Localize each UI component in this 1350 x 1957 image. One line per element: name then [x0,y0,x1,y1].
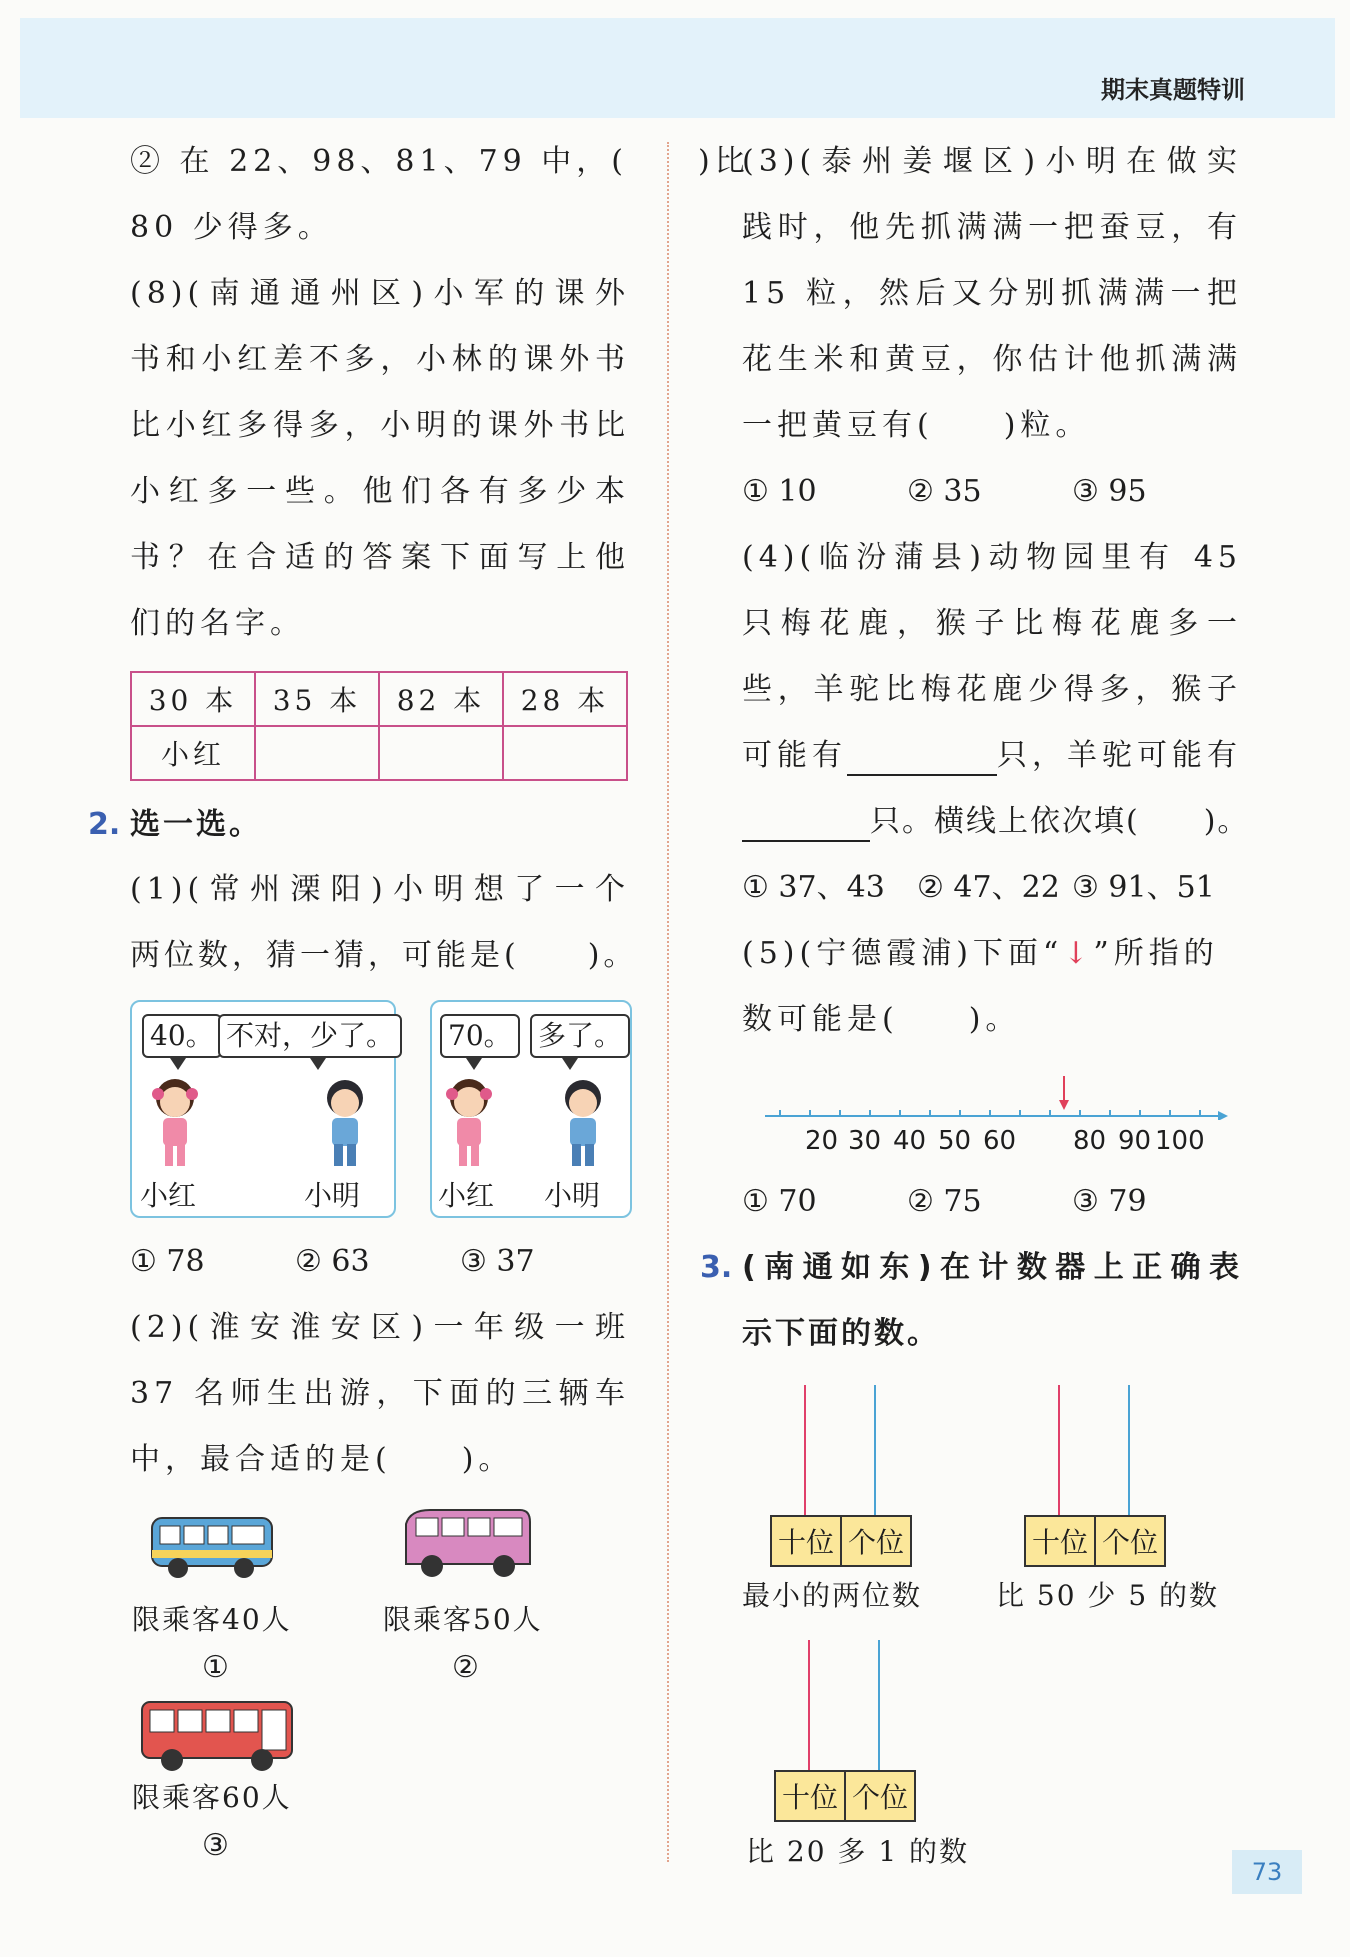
boy-icon [554,1072,612,1172]
q8-line-3: 比小红多得多，小明的课外书比 [130,408,630,443]
number-line-label: 50 [938,1126,972,1156]
ones-label: 个位 [844,1772,914,1820]
table-cell[interactable] [379,726,503,780]
table-row [131,726,627,780]
bubble-tail [466,1058,482,1070]
abacus-rod-tens[interactable] [808,1640,810,1770]
q4-line-1: (4)(临汾蒲县)动物园里有 45 [742,540,1242,575]
number-line-label: 80 [1073,1126,1107,1156]
option[interactable]: ② 75 [907,1184,982,1219]
number-line [760,1070,1230,1120]
option[interactable]: ① 70 [742,1184,817,1219]
q5-options [742,1182,1242,1222]
option[interactable]: ① 37、43 [742,870,885,905]
bus-icon [148,1512,278,1582]
column-divider [667,142,669,1862]
q5-line-2: 数可能是( )。 [742,1002,1021,1037]
bus-number[interactable]: ③ [202,1828,229,1863]
speech-bubble: 不对，少了。 [218,1014,402,1058]
guess-panel-2 [430,1000,632,1218]
abacus-rod-ones[interactable] [874,1385,876,1515]
section-2-title: 选一选。 [130,807,262,842]
pointer-arrowhead [1059,1100,1069,1110]
q4-text: 可能有 [742,738,847,773]
q3-line-1: (3)(泰州姜堰区)小明在做实 [742,144,1242,179]
section-2-number: 2. [88,807,121,842]
option[interactable]: ③ 79 [1072,1184,1147,1219]
q8-line-4: 小红多一些。他们各有多少本 [130,474,630,509]
q8-line-1: (8)(南通通州区)小军的课外 [130,276,630,311]
boy-icon [316,1072,374,1172]
section-3-title: (南通如东)在计数器上正确表 [742,1250,1242,1285]
table-header-cell: 82 本 [379,672,503,726]
number-line-label: 30 [848,1126,882,1156]
bus-capacity-label: 限乘客50人 [383,1603,543,1636]
tens-label: 十位 [782,1781,839,1814]
tens-label: 十位 [778,1526,835,1559]
abacus-caption: 比 20 多 1 的数 [746,1835,970,1868]
q3-line-4: 花生米和黄豆，你估计他抓满满 [742,342,1242,377]
q4-line-4 [742,736,1242,776]
bus-number[interactable]: ① [202,1650,229,1685]
number-line-label: 60 [983,1126,1017,1156]
option[interactable]: ② 35 [907,474,982,509]
girl-icon [146,1072,204,1172]
q5-line-1 [742,934,1219,974]
number-line-label: 100 [1155,1126,1205,1156]
bus-capacity-label: 限乘客40人 [132,1603,292,1636]
q2-line-1: (2)(淮安淮安区)一年级一班 [130,1310,630,1345]
tens-label: 十位 [1032,1526,1089,1559]
bus-capacity-label: 限乘客60人 [132,1781,292,1814]
q3-line-5: 一把黄豆有( )粒。 [742,408,1091,443]
table-header-row [131,672,627,726]
abacus-rod-ones[interactable] [878,1640,880,1770]
option[interactable]: ② 47、22 [917,870,1060,905]
table-cell[interactable] [255,726,379,780]
abacus-caption: 比 50 少 5 的数 [996,1579,1220,1612]
number-line-label: 90 [1118,1126,1152,1156]
kid-name: 小红 [438,1179,495,1212]
q8-line-5: 书？在合适的答案下面写上他 [130,540,630,575]
option[interactable]: ③ 95 [1072,474,1147,509]
section-3-title-cont: 示下面的数。 [742,1316,940,1351]
bus-number[interactable]: ② [452,1650,479,1685]
page-number: 73 [1232,1850,1302,1894]
table-header-cell: 30 本 [131,672,255,726]
q3-line-2: 践时，他先抓满满一把蚕豆，有 [742,210,1242,245]
kid-name: 小明 [304,1179,361,1212]
bus-icon [138,1696,298,1776]
q4-options [742,868,1242,908]
bubble-tail [170,1058,186,1070]
kid-name: 小红 [140,1179,197,1212]
kid-name: 小明 [544,1179,601,1212]
q8-line-6: 们的名字。 [130,606,305,641]
q4-text: 只，羊驼可能有 [997,738,1242,773]
speech-bubble: 40。 [142,1014,222,1058]
q1-line-1: (1)(常州溧阳)小明想了一个 [130,872,630,907]
guess-panel-1 [130,1000,396,1218]
option[interactable]: ① 78 [130,1244,205,1279]
q5-text: ”所指的 [1093,936,1219,971]
q4-text: 只。横线上依次填( )。 [870,804,1250,839]
abacus-rod-ones[interactable] [1128,1385,1130,1515]
answer-blank[interactable] [742,810,870,842]
section-3-number: 3. [700,1250,733,1285]
option[interactable]: ③ 37 [460,1244,535,1279]
number-line-arrowhead [1218,1111,1228,1120]
bubble-tail [562,1058,578,1070]
answer-table [130,671,628,781]
q2-line-3: 中，最合适的是( )。 [130,1442,514,1477]
q2-line-2: 37 名师生出游，下面的三辆车 [130,1376,630,1411]
q8-line-2: 书和小红差不多，小林的课外书 [130,342,630,377]
answer-blank[interactable] [847,744,997,776]
place-value-box [1024,1515,1166,1567]
table-header-cell: 35 本 [255,672,379,726]
q4-line-2: 只梅花鹿，猴子比梅花鹿多一 [742,606,1242,641]
place-value-box [770,1515,912,1567]
header-title: 期末真题特训 [1101,76,1245,104]
abacus-caption: 最小的两位数 [742,1579,923,1612]
q7-line-1: ② 在 22、98、81、79 中，( )比 [130,144,750,179]
abacus-rod-tens[interactable] [1058,1385,1060,1515]
option[interactable]: ① 10 [742,474,817,509]
girl-icon [440,1072,498,1172]
q5-text: (5)(宁德霞浦)下面“ [742,936,1064,971]
q3-options [742,472,1242,512]
q1-line-2: 两位数，猜一猜，可能是( )。 [130,938,638,973]
q7-line-2: 80 少得多。 [130,210,333,245]
number-line-label: 20 [805,1126,839,1156]
q4-line-3: 些，羊驼比梅花鹿少得多，猴子 [742,672,1242,707]
down-arrow-icon: ↓ [1063,936,1094,971]
abacus-rod-tens[interactable] [804,1385,806,1515]
speech-bubble: 70。 [440,1014,520,1058]
ones-label: 个位 [1094,1517,1164,1565]
option[interactable]: ③ 91、51 [1072,870,1215,905]
table-header-cell: 28 本 [503,672,627,726]
table-cell: 小红 [131,726,255,780]
q3-line-3: 15 粒，然后又分别抓满满一把 [742,276,1242,311]
number-line-label: 40 [893,1126,927,1156]
bus-icon [400,1502,535,1582]
table-cell[interactable] [503,726,627,780]
place-value-box [774,1770,916,1822]
q4-line-5 [742,802,1249,842]
speech-bubble: 多了。 [530,1014,630,1058]
q1-options [130,1242,650,1282]
ones-label: 个位 [840,1517,910,1565]
bubble-tail [310,1058,326,1070]
option[interactable]: ② 63 [295,1244,370,1279]
